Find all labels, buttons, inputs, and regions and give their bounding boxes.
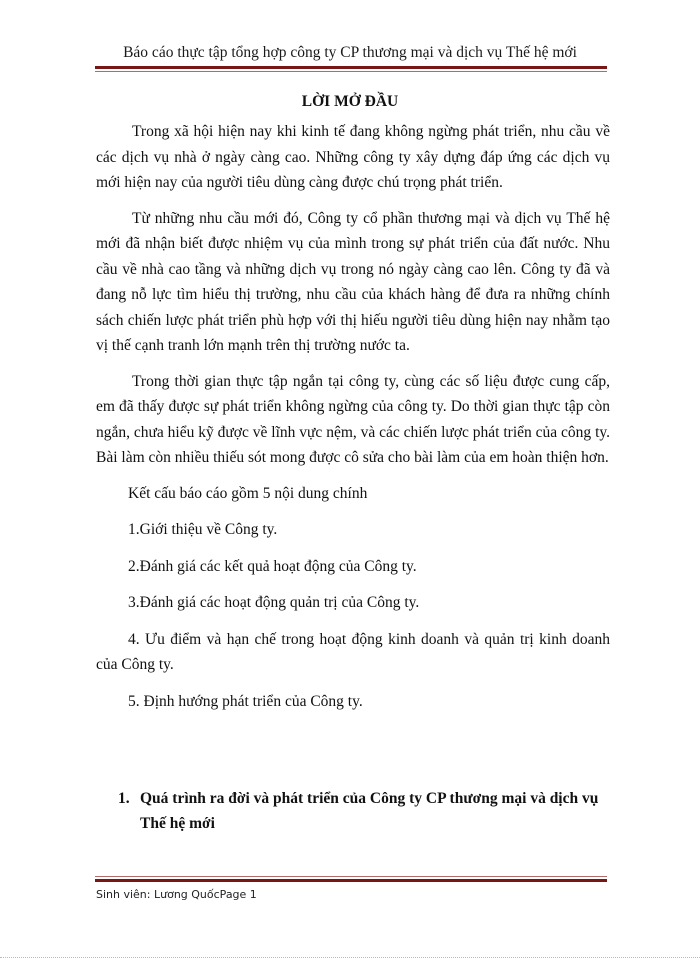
footer-rule-thick — [95, 879, 607, 882]
page-footer: Sinh viên: Lương QuốcPage 1 — [96, 888, 257, 901]
list-item: 1.Giới thiệu về Công ty. — [128, 521, 278, 538]
list-item: 5. Định hướng phát triển của Công ty. — [128, 692, 363, 710]
header-rule-thin — [95, 71, 607, 72]
section-heading — [118, 786, 610, 836]
list-item: 4. Ưu điểm và hạn chế trong hoạt động kinh doanh và quản trị kinh doanh của Công ty. — [96, 630, 610, 673]
paragraph: Trong thời gian thực tập ngắn tại công ty, cùng các số liệu được cung cấp, em đã thấy được sự phát triển không ngừng của công ty. Do thời gian thực tập còn ngắn, chưa hiểu kỹ được về lĩnh vực nệm, và các chiến lược phát triển của công ty. Bài làm còn nhiều thiếu sót mong được cô sửa cho bài làm của em hoàn thiện hơn. — [96, 372, 610, 466]
footer-rule-thin — [95, 876, 607, 877]
structure-intro: Kết cấu báo cáo gồm 5 nội dung chính — [128, 484, 368, 502]
list-item: 3.Đánh giá các hoạt động quản trị của Công ty. — [128, 594, 420, 611]
list-item: 2.Đánh giá các kết quả hoạt động của Công ty. — [128, 557, 417, 575]
section-number: 1. — [118, 790, 130, 807]
page-header: Báo cáo thực tập tổng hợp công ty CP thương mại và dịch vụ Thế hệ mới — [123, 44, 577, 61]
header-rule-thick — [95, 66, 607, 69]
section-title: Quá trình ra đời và phát triển của Công ty CP thương mại và dịch vụ Thế hệ mới — [140, 790, 599, 832]
page-edge-divider — [0, 957, 700, 958]
page-title: LỜI MỞ ĐẦU — [301, 93, 399, 110]
paragraph: Trong xã hội hiện nay khi kinh tế đang không ngừng phát triển, nhu cầu về các dịch vụ nhà ở ngày càng cao. Những công ty xây dựng đáp ứng các dịch vụ mới hiện nay của người tiêu dùng càng được chú trọng phát triển. — [96, 123, 610, 191]
paragraph: Từ những nhu cầu mới đó, Công ty cổ phần thương mại và dịch vụ Thế hệ mới đã nhận biết được nhiệm vụ của mình trong sự phát triển của đất nước. Nhu cầu về nhà cao tầng và những dịch vụ trong nó ngày càng cao lên. Công ty đã và đang nỗ lực tìm hiểu thị trường, nhu cầu của khách hàng để đưa ra những chính sách chiến lược phát triển phù hợp với thị hiếu người tiêu dùng hiện nay nhằm tạo vị thế cạnh tranh lớn mạnh trên thị trường nước ta. — [96, 209, 610, 354]
document-body — [96, 119, 610, 725]
